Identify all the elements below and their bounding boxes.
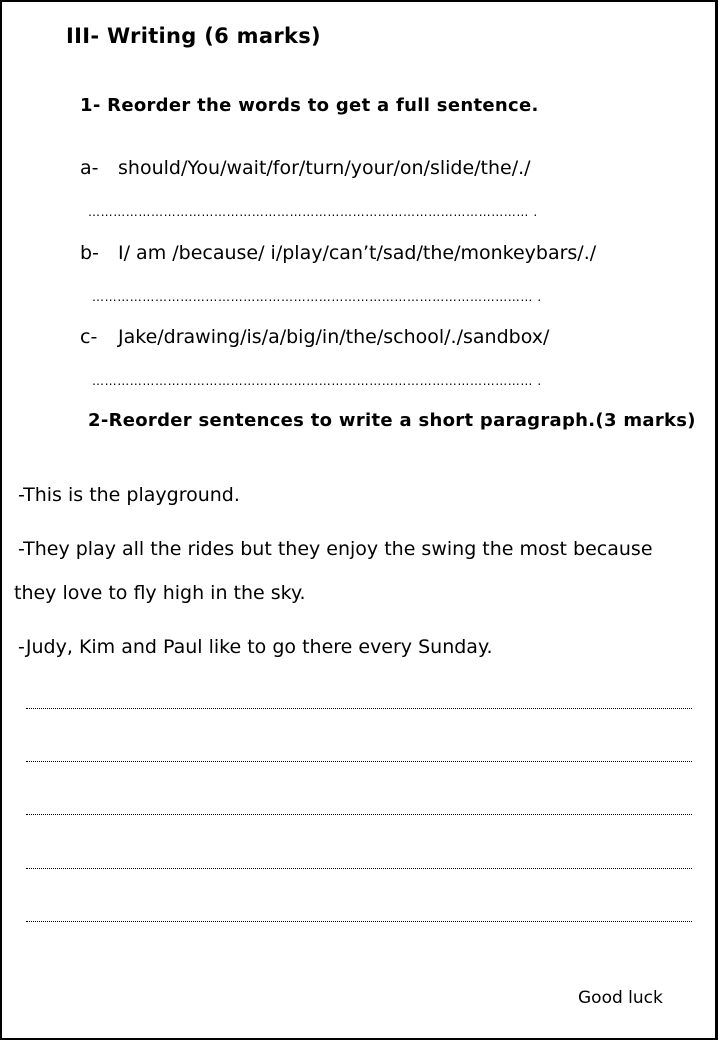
item-b-text: I/ am /because/ i/play/can’t/sad/the/monkeybars/./ <box>118 242 597 264</box>
paragraph-answer-line[interactable] <box>26 868 692 869</box>
item-a-answer-line[interactable]: …………………………………………………………………………………………… . <box>88 205 538 219</box>
sentence-1: -This is the playground. <box>18 484 240 506</box>
paragraph-answer-line[interactable] <box>26 761 692 762</box>
item-b-letter: b- <box>80 242 99 264</box>
item-b-answer-line[interactable]: …………………………………………………………………………………………… . <box>92 290 542 304</box>
paragraph-answer-line[interactable] <box>26 708 692 709</box>
task1-heading: 1- Reorder the words to get a full sentence. <box>80 95 539 116</box>
item-c-text: Jake/drawing/is/a/big/in/the/school/./sandbox/ <box>118 326 550 348</box>
item-a-letter: a- <box>80 157 99 179</box>
closing-text: Good luck <box>578 988 663 1008</box>
sentence-2: -They play all the rides but they enjoy the swing the most because <box>18 538 653 560</box>
item-c-answer-line[interactable]: …………………………………………………………………………………………… . <box>92 374 542 388</box>
paragraph-answer-line[interactable] <box>26 814 692 815</box>
paragraph-answer-line[interactable] <box>26 921 692 922</box>
task2-heading: 2-Reorder sentences to write a short paragraph.(3 marks) <box>88 410 696 431</box>
section-title: III- Writing (6 marks) <box>66 24 321 48</box>
sentence-3: -Judy, Kim and Paul like to go there every Sunday. <box>18 636 493 658</box>
item-c-letter: c- <box>80 326 98 348</box>
item-a-text: should/You/wait/for/turn/your/on/slide/the/./ <box>118 157 531 179</box>
sentence-2-continued: they love to fly high in the sky. <box>14 582 306 604</box>
